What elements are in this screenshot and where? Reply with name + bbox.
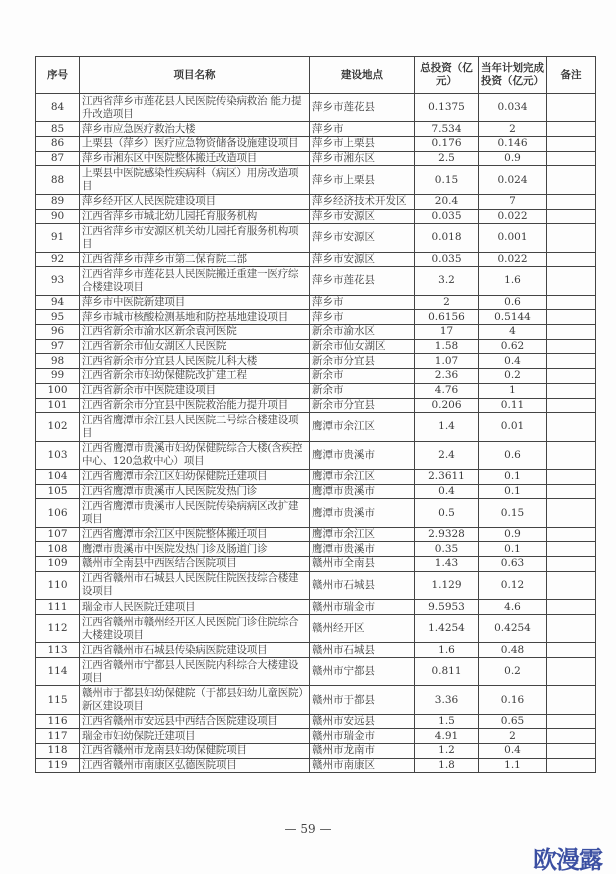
- row-remark: [547, 252, 596, 267]
- row-project-name: 萍乡市城市核酸检测基地和防控基地建设项目: [80, 310, 310, 325]
- row-location: 赣州市石城县: [310, 643, 415, 658]
- row-project-name: 鹰潭市贵溪市中医院发热门诊及肠道门诊: [80, 542, 310, 557]
- row-remark: [547, 166, 596, 194]
- row-project-name: 江西省新余市仙女湖区人民医院: [80, 339, 310, 354]
- row-location: 萍乡市莲花县: [310, 94, 415, 122]
- row-project-name: 赣州市全南县中西医结合医院项目: [80, 557, 310, 572]
- table-row: [36, 339, 596, 354]
- row-seq: 96: [36, 325, 80, 340]
- row-planned-investment: 0.1: [479, 484, 547, 499]
- row-remark: [547, 354, 596, 369]
- row-project-name: 江西省鹰潭市贵溪市人民医院传染病病区改扩建项目: [80, 499, 310, 527]
- row-location: 赣州市龙南市: [310, 744, 415, 759]
- header-seq: 序号: [36, 57, 80, 94]
- row-planned-investment: 4: [479, 325, 547, 340]
- row-planned-investment: 0.2: [479, 369, 547, 384]
- row-planned-investment: 0.001: [479, 224, 547, 252]
- row-project-name: 江西省萍乡市莲花县人民医院搬迁重建一医疗综合楼建设项目: [80, 267, 310, 295]
- table-row: [36, 295, 596, 310]
- row-planned-investment: 1.1: [479, 758, 547, 773]
- row-seq: 104: [36, 469, 80, 484]
- row-total-investment: 1.2: [415, 744, 479, 759]
- row-project-name: 江西省鹰潭市余江区妇幼保健院迁建项目: [80, 469, 310, 484]
- row-project-name: 江西省新余市渝水区新余袁河医院: [80, 325, 310, 340]
- row-seq: 102: [36, 413, 80, 441]
- row-planned-investment: 2: [479, 729, 547, 744]
- row-remark: [547, 122, 596, 137]
- row-project-name: 江西省萍乡市城北幼儿园托育服务机构: [80, 209, 310, 224]
- row-location: 萍乡市安源区: [310, 209, 415, 224]
- row-location: 赣州市石城县: [310, 571, 415, 599]
- table-row: [36, 527, 596, 542]
- row-project-name: 江西省赣州市安远县中西结合医院建设项目: [80, 714, 310, 729]
- row-location: 萍乡市安源区: [310, 224, 415, 252]
- row-location: 赣州市南康区: [310, 758, 415, 773]
- table-row: [36, 310, 596, 325]
- row-remark: [547, 571, 596, 599]
- row-total-investment: 1.4254: [415, 614, 479, 642]
- row-remark: [547, 441, 596, 469]
- table-row: [36, 714, 596, 729]
- page-number: — 59 —: [284, 822, 332, 836]
- row-total-investment: 0.035: [415, 209, 479, 224]
- row-remark: [547, 339, 596, 354]
- row-location: 新余市分宜县: [310, 398, 415, 413]
- row-seq: 91: [36, 224, 80, 252]
- row-planned-investment: 0.1: [479, 469, 547, 484]
- header-location: 建设地点: [310, 57, 415, 94]
- watermark-logo: 欧漫露: [533, 846, 602, 874]
- row-seq: 109: [36, 557, 80, 572]
- row-remark: [547, 744, 596, 759]
- project-investment-table: [35, 56, 596, 773]
- row-planned-investment: 0.11: [479, 398, 547, 413]
- row-total-investment: 4.76: [415, 383, 479, 398]
- row-planned-investment: 0.9: [479, 527, 547, 542]
- row-project-name: 江西省新余市分宜县中医院救治能力提升项目: [80, 398, 310, 413]
- row-remark: [547, 369, 596, 384]
- row-project-name: 江西省赣州市赣州经开区人民医院门诊住院综合大楼建设项目: [80, 614, 310, 642]
- table-row: [36, 744, 596, 759]
- row-seq: 99: [36, 369, 80, 384]
- row-total-investment: 0.6156: [415, 310, 479, 325]
- row-location: 新余市: [310, 369, 415, 384]
- row-remark: [547, 686, 596, 714]
- row-project-name: 江西省赣州市南康区弘德医院项目: [80, 758, 310, 773]
- row-total-investment: 1.07: [415, 354, 479, 369]
- row-seq: 98: [36, 354, 80, 369]
- row-total-investment: 0.5: [415, 499, 479, 527]
- row-total-investment: 0.35: [415, 542, 479, 557]
- row-location: 新余市分宜县: [310, 354, 415, 369]
- row-total-investment: 2.9328: [415, 527, 479, 542]
- row-planned-investment: 0.024: [479, 166, 547, 194]
- table-row: [36, 94, 596, 122]
- row-project-name: 江西省鹰潭市余江区中医院整体搬迁项目: [80, 527, 310, 542]
- row-remark: [547, 758, 596, 773]
- row-seq: 114: [36, 657, 80, 685]
- row-total-investment: 4.91: [415, 729, 479, 744]
- header-remark: 备注: [547, 57, 596, 94]
- row-planned-investment: 0.01: [479, 413, 547, 441]
- row-remark: [547, 224, 596, 252]
- row-seq: 118: [36, 744, 80, 759]
- row-planned-investment: 0.022: [479, 209, 547, 224]
- row-project-name: 江西省鹰潭市贵溪市人民医院发热门诊: [80, 484, 310, 499]
- table-body: [36, 94, 596, 773]
- row-planned-investment: 4.6: [479, 600, 547, 615]
- row-remark: [547, 94, 596, 122]
- row-seq: 106: [36, 499, 80, 527]
- row-total-investment: 0.4: [415, 484, 479, 499]
- row-project-name: 瑞金市妇幼保院迁建项目: [80, 729, 310, 744]
- row-remark: [547, 542, 596, 557]
- row-remark: [547, 729, 596, 744]
- row-total-investment: 17: [415, 325, 479, 340]
- row-total-investment: 1.5: [415, 714, 479, 729]
- row-remark: [547, 151, 596, 166]
- row-project-name: 江西省萍乡市莲花县人民医院传染病救治 能力提升改造项目: [80, 94, 310, 122]
- table-row: [36, 469, 596, 484]
- row-location: 鹰潭市余江区: [310, 413, 415, 441]
- row-seq: 97: [36, 339, 80, 354]
- row-total-investment: 0.1375: [415, 94, 479, 122]
- table-row: [36, 224, 596, 252]
- row-seq: 107: [36, 527, 80, 542]
- row-total-investment: 0.811: [415, 657, 479, 685]
- row-project-name: 萍乡市应急医疗救治大楼: [80, 122, 310, 137]
- row-planned-investment: 0.2: [479, 657, 547, 685]
- table-row: [36, 194, 596, 209]
- row-location: 赣州市安远县: [310, 714, 415, 729]
- row-location: 鹰潭市贵溪市: [310, 484, 415, 499]
- row-total-investment: 2.4: [415, 441, 479, 469]
- row-location: 赣州市瑞金市: [310, 600, 415, 615]
- table-row: [36, 398, 596, 413]
- row-remark: [547, 484, 596, 499]
- table-row: [36, 137, 596, 152]
- row-seq: 90: [36, 209, 80, 224]
- row-total-investment: 0.018: [415, 224, 479, 252]
- header-project-name: 项目名称: [80, 57, 310, 94]
- row-remark: [547, 398, 596, 413]
- row-total-investment: 1.8: [415, 758, 479, 773]
- row-planned-investment: 0.4: [479, 744, 547, 759]
- row-planned-investment: 0.9: [479, 151, 547, 166]
- row-project-name: 江西省赣州市石城县传染病医院建设项目: [80, 643, 310, 658]
- row-location: 萍乡市莲花县: [310, 267, 415, 295]
- row-location: 新余市仙女湖区: [310, 339, 415, 354]
- row-remark: [547, 209, 596, 224]
- row-total-investment: 0.035: [415, 252, 479, 267]
- row-total-investment: 7.534: [415, 122, 479, 137]
- row-planned-investment: 0.16: [479, 686, 547, 714]
- table-row: [36, 542, 596, 557]
- row-remark: [547, 714, 596, 729]
- row-remark: [547, 325, 596, 340]
- table-row: [36, 325, 596, 340]
- table-row: [36, 267, 596, 295]
- row-seq: 101: [36, 398, 80, 413]
- row-planned-investment: 1: [479, 383, 547, 398]
- row-total-investment: 2.3611: [415, 469, 479, 484]
- row-planned-investment: 0.4254: [479, 614, 547, 642]
- row-seq: 86: [36, 137, 80, 152]
- table-row: [36, 571, 596, 599]
- row-seq: 117: [36, 729, 80, 744]
- table-row: [36, 441, 596, 469]
- row-remark: [547, 469, 596, 484]
- row-location: 新余市渝水区: [310, 325, 415, 340]
- row-project-name: 萍乡经开区人民医院建设项目: [80, 194, 310, 209]
- table-row: [36, 614, 596, 642]
- table-row: [36, 166, 596, 194]
- row-remark: [547, 643, 596, 658]
- row-planned-investment: 0.146: [479, 137, 547, 152]
- table-row: [36, 413, 596, 441]
- row-planned-investment: 0.6: [479, 441, 547, 469]
- row-total-investment: 1.129: [415, 571, 479, 599]
- row-project-name: 瑞金市人民医院迁建项目: [80, 600, 310, 615]
- row-location: 鹰潭市贵溪市: [310, 441, 415, 469]
- row-total-investment: 0.15: [415, 166, 479, 194]
- row-total-investment: 3.2: [415, 267, 479, 295]
- table-row: [36, 686, 596, 714]
- table-row: [36, 557, 596, 572]
- row-project-name: 江西省萍乡市安源区机关幼儿园托育服务机构项目: [80, 224, 310, 252]
- row-planned-investment: 0.48: [479, 643, 547, 658]
- row-planned-investment: 0.63: [479, 557, 547, 572]
- row-total-investment: 1.58: [415, 339, 479, 354]
- row-remark: [547, 657, 596, 685]
- row-total-investment: 9.5953: [415, 600, 479, 615]
- row-location: 赣州市全南县: [310, 557, 415, 572]
- row-total-investment: 20.4: [415, 194, 479, 209]
- row-seq: 103: [36, 441, 80, 469]
- row-total-investment: 1.43: [415, 557, 479, 572]
- table-row: [36, 122, 596, 137]
- row-remark: [547, 614, 596, 642]
- row-seq: 89: [36, 194, 80, 209]
- table-header-row: [36, 57, 596, 94]
- row-seq: 84: [36, 94, 80, 122]
- table-row: [36, 354, 596, 369]
- row-seq: 105: [36, 484, 80, 499]
- row-project-name: 赣州市于都县妇幼保健院（于都县妇幼儿童医院）新区建设项目: [80, 686, 310, 714]
- row-location: 赣州经开区: [310, 614, 415, 642]
- row-project-name: 江西省萍乡市萍乡市第二保育院二部: [80, 252, 310, 267]
- row-remark: [547, 383, 596, 398]
- row-seq: 92: [36, 252, 80, 267]
- row-project-name: 萍乡市中医院新建项目: [80, 295, 310, 310]
- table-row: [36, 600, 596, 615]
- row-location: 鹰潭市余江区: [310, 527, 415, 542]
- row-location: 萍乡市上栗县: [310, 137, 415, 152]
- row-project-name: 上栗县中医院感染性疾病科（病区）用房改造项目: [80, 166, 310, 194]
- row-remark: [547, 267, 596, 295]
- row-remark: [547, 310, 596, 325]
- row-location: 萍乡市上栗县: [310, 166, 415, 194]
- row-remark: [547, 499, 596, 527]
- row-seq: 85: [36, 122, 80, 137]
- row-location: 新余市: [310, 383, 415, 398]
- row-total-investment: 0.176: [415, 137, 479, 152]
- row-location: 鹰潭市贵溪市: [310, 542, 415, 557]
- row-planned-investment: 0.15: [479, 499, 547, 527]
- row-project-name: 江西省赣州市宁都县人民医院内科综合大楼建设项目: [80, 657, 310, 685]
- row-location: 萍乡市: [310, 295, 415, 310]
- row-seq: 111: [36, 600, 80, 615]
- row-location: 萍乡经济技术开发区: [310, 194, 415, 209]
- row-seq: 94: [36, 295, 80, 310]
- table-row: [36, 151, 596, 166]
- row-planned-investment: 0.12: [479, 571, 547, 599]
- table-row: [36, 369, 596, 384]
- row-remark: [547, 295, 596, 310]
- row-seq: 95: [36, 310, 80, 325]
- row-planned-investment: 0.4: [479, 354, 547, 369]
- row-seq: 88: [36, 166, 80, 194]
- row-planned-investment: 0.1: [479, 542, 547, 557]
- row-planned-investment: 2: [479, 122, 547, 137]
- row-planned-investment: 0.022: [479, 252, 547, 267]
- row-remark: [547, 557, 596, 572]
- row-remark: [547, 413, 596, 441]
- row-project-name: 江西省新余市分宜县人民医院儿科大楼: [80, 354, 310, 369]
- table-row: [36, 643, 596, 658]
- row-planned-investment: 0.034: [479, 94, 547, 122]
- table-row: [36, 383, 596, 398]
- table-row: [36, 758, 596, 773]
- row-location: 鹰潭市余江区: [310, 469, 415, 484]
- row-planned-investment: 0.5144: [479, 310, 547, 325]
- row-total-investment: 1.4: [415, 413, 479, 441]
- row-seq: 87: [36, 151, 80, 166]
- row-total-investment: 2.36: [415, 369, 479, 384]
- row-location: 萍乡市: [310, 310, 415, 325]
- row-seq: 112: [36, 614, 80, 642]
- row-project-name: 江西省鹰潭市贵溪市妇幼保健院综合大楼(含疾控中心、120急救中心）项目: [80, 441, 310, 469]
- row-remark: [547, 600, 596, 615]
- row-remark: [547, 527, 596, 542]
- row-total-investment: 1.6: [415, 643, 479, 658]
- row-project-name: 江西省鹰潭市余江县人民医院二号综合楼建设项目: [80, 413, 310, 441]
- row-location: 萍乡市湘东区: [310, 151, 415, 166]
- row-location: 萍乡市: [310, 122, 415, 137]
- row-project-name: 萍乡市湘东区中医院整体搬迁改造项目: [80, 151, 310, 166]
- row-planned-investment: 1.6: [479, 267, 547, 295]
- row-planned-investment: 0.6: [479, 295, 547, 310]
- table-row: [36, 252, 596, 267]
- row-location: 赣州市于都县: [310, 686, 415, 714]
- row-location: 鹰潭市贵溪市: [310, 499, 415, 527]
- row-location: 赣州市宁都县: [310, 657, 415, 685]
- table-row: [36, 499, 596, 527]
- row-seq: 110: [36, 571, 80, 599]
- table-row: [36, 209, 596, 224]
- row-location: 赣州市瑞金市: [310, 729, 415, 744]
- table-row: [36, 484, 596, 499]
- row-seq: 108: [36, 542, 80, 557]
- row-project-name: 江西省赣州市石城县人民医院住院医技综合楼建设项目: [80, 571, 310, 599]
- row-planned-investment: 7: [479, 194, 547, 209]
- row-total-investment: 3.36: [415, 686, 479, 714]
- row-total-investment: 2.5: [415, 151, 479, 166]
- row-planned-investment: 0.65: [479, 714, 547, 729]
- row-project-name: 江西省赣州市龙南县妇幼保健院项目: [80, 744, 310, 759]
- row-location: 萍乡市安源区: [310, 252, 415, 267]
- row-project-name: 江西省新余市中医院建设项目: [80, 383, 310, 398]
- row-seq: 93: [36, 267, 80, 295]
- row-remark: [547, 194, 596, 209]
- header-total-investment: 总投资（亿元）: [415, 57, 479, 94]
- row-planned-investment: 0.62: [479, 339, 547, 354]
- header-planned-investment: 当年计划完成投资（亿元）: [479, 57, 547, 94]
- row-project-name: 上栗县（萍乡）医疗应急物资储备设施建设项目: [80, 137, 310, 152]
- row-remark: [547, 137, 596, 152]
- row-seq: 100: [36, 383, 80, 398]
- row-seq: 115: [36, 686, 80, 714]
- row-project-name: 江西省新余市妇幼保健院改扩建工程: [80, 369, 310, 384]
- row-total-investment: 2: [415, 295, 479, 310]
- row-seq: 116: [36, 714, 80, 729]
- row-total-investment: 0.206: [415, 398, 479, 413]
- table-row: [36, 729, 596, 744]
- row-seq: 113: [36, 643, 80, 658]
- table-row: [36, 657, 596, 685]
- row-seq: 119: [36, 758, 80, 773]
